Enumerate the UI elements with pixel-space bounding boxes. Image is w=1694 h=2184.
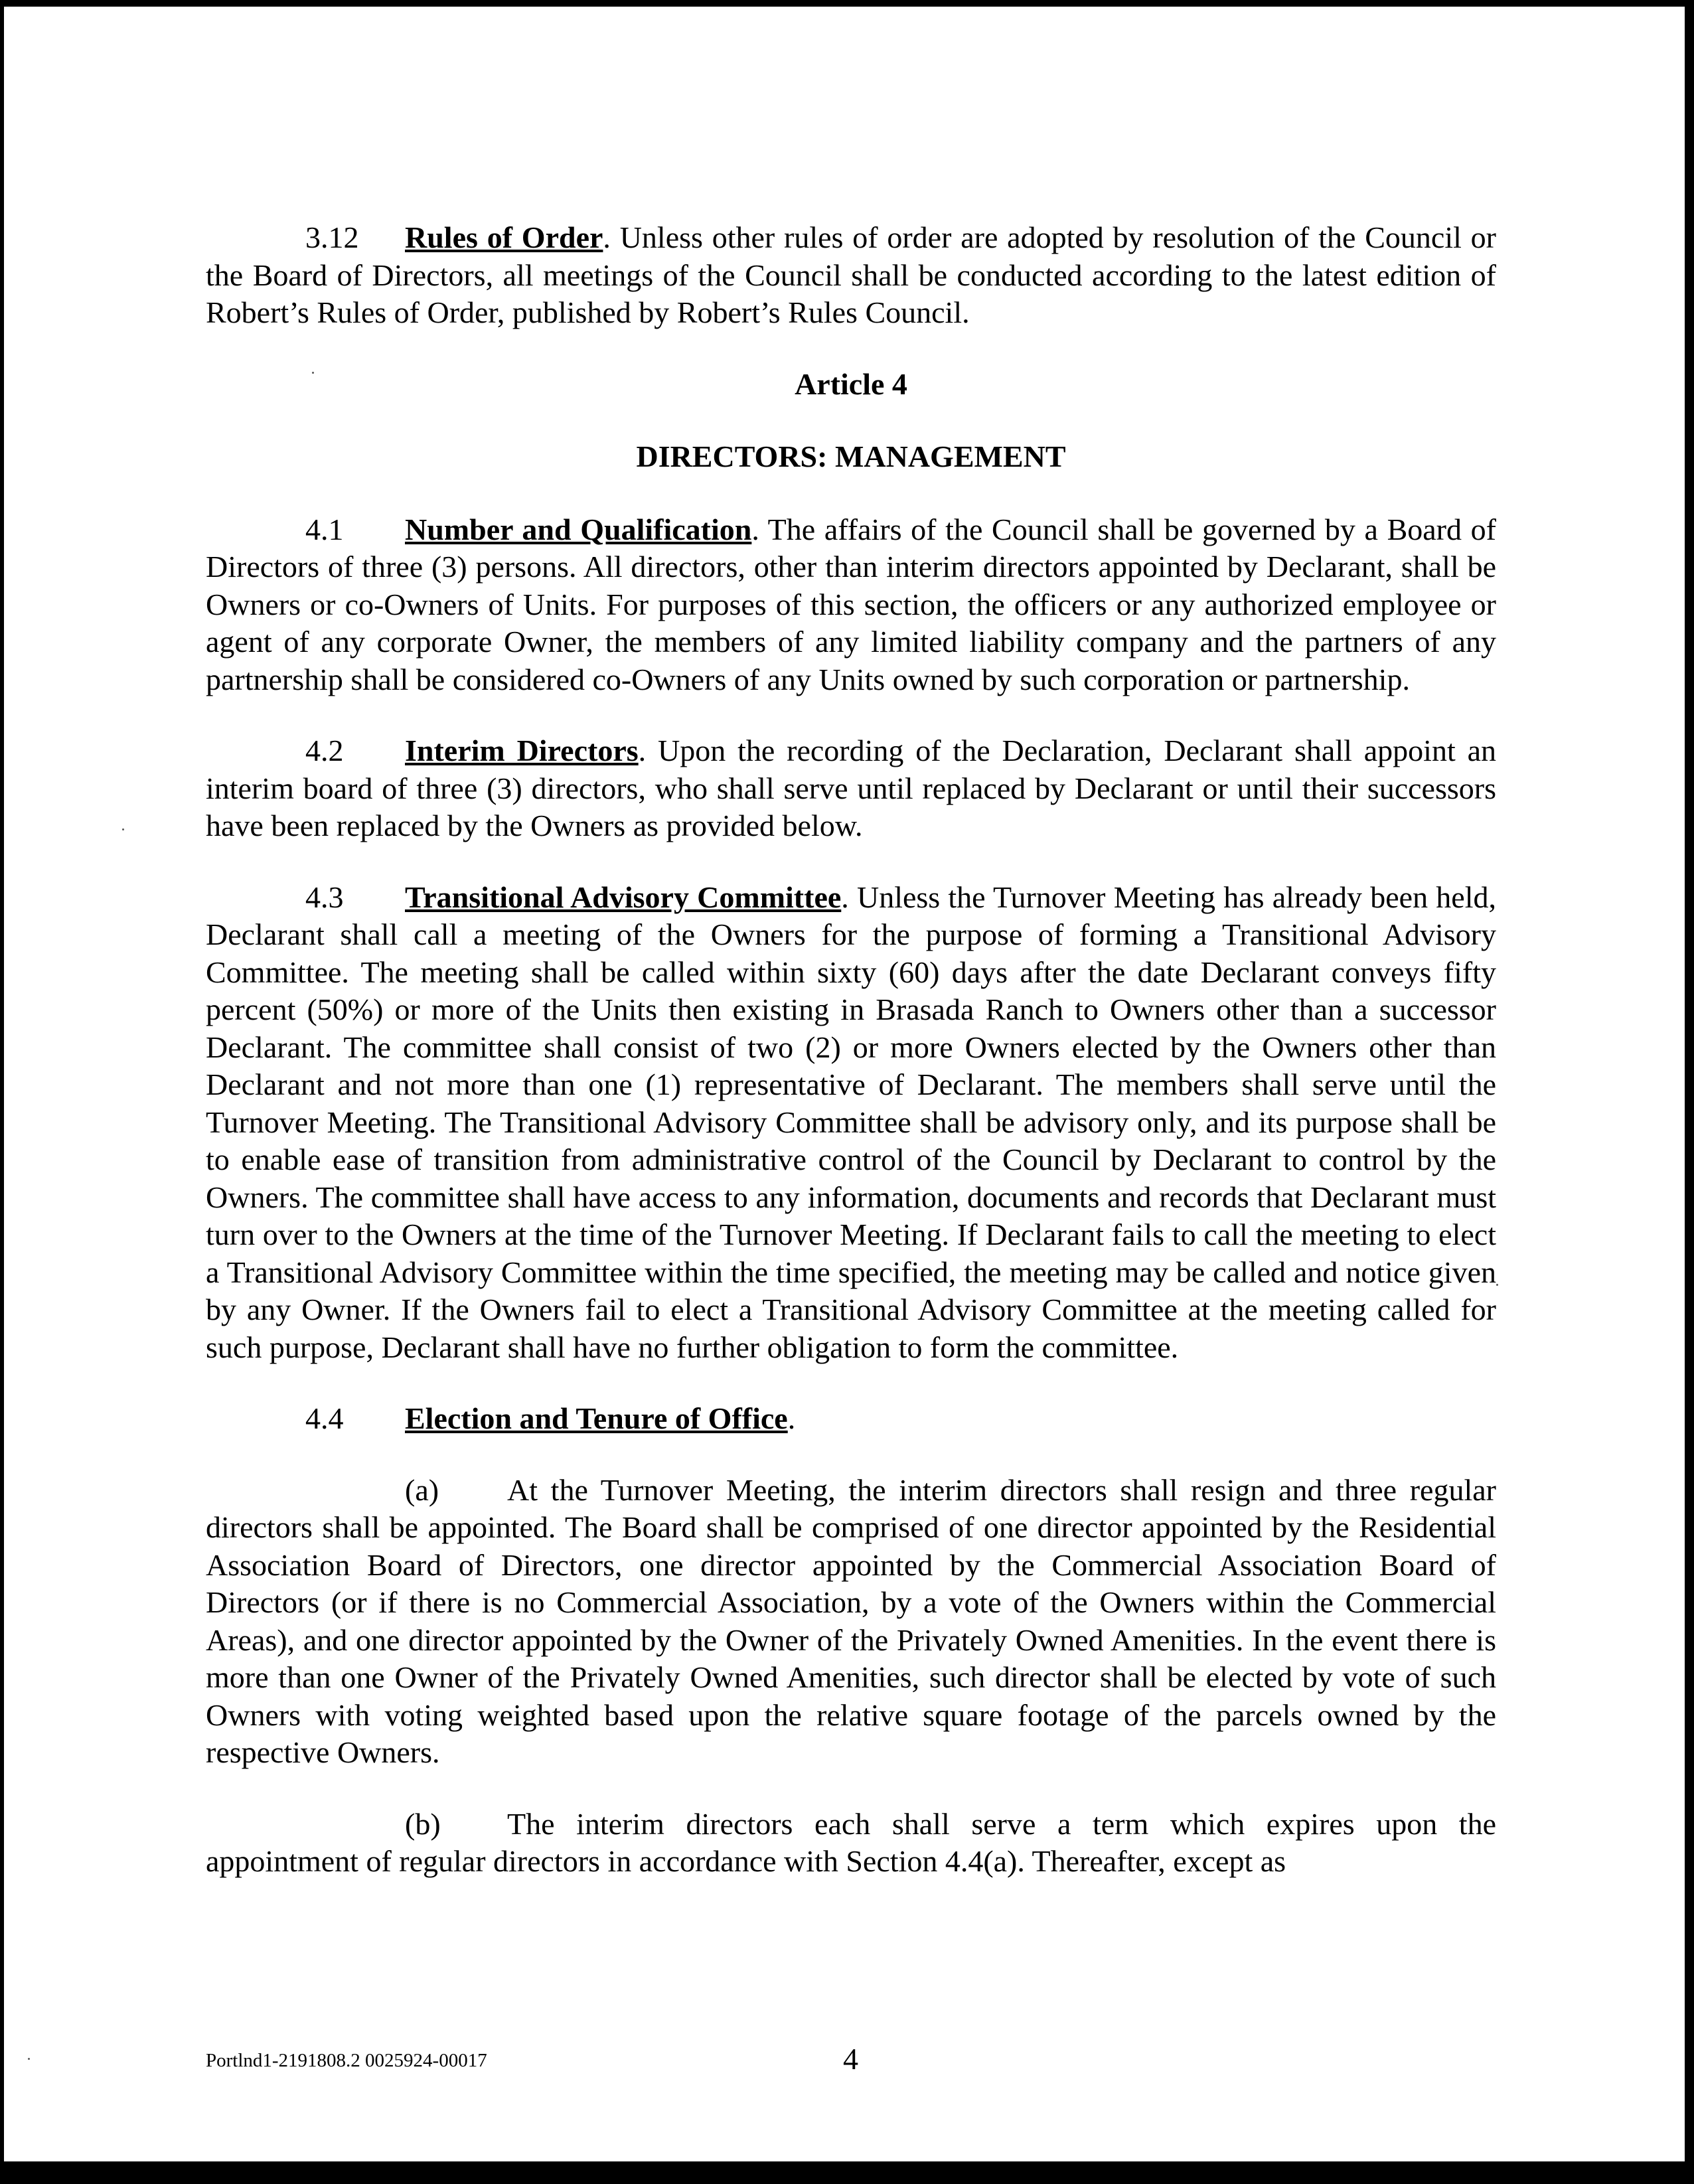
section-text: . Unless the Turnover Meeting has already been held, Declarant shall call a meeting of the Owners for the purpose of forming a Transitional Advisory Committee. The meeting shall be called within sixty (60) days after the date Declarant conveys fifty percent (50%) or more of the Units then existing in Brasada Ranch to Owners other than a successor Declarant. The committee shall consist of two (2) or more Owners elected by the Owners other than Declarant and not more than one (1) representative of Declarant. The members shall serve until the Turnover Meeting. The Transitional Advisory Committee shall be advisory only, and its purpose shall be to enable ease of transition from administrative control of the Council by Declarant to control by the Owners. The committee shall have access to any information, documents and records that Declarant must turn over to the Owners at the time of the Turnover Meeting. If Declarant fails to call the meeting to elect a Transitional Advisory Committee within the time specified, the meeting may be called and notice given by any Owner. If the Owners fail to elect a Transitional Advisory Committee at the meeting called for such purpose, Declarant shall have no further obligation to form the committee. — [206, 880, 1496, 1364]
subsection-label: (a) — [405, 1472, 439, 1507]
section-text: . Unless other rules of order are adopted by resolution of the Council or the Board of Directors, all meetings of the Council shall be conducted according to the latest edition of Robert’s Rules of Order, published by Robert’s Rules Council. — [206, 220, 1496, 329]
section-number: 4.1 — [305, 512, 344, 546]
subsection-text: At the Turnover Meeting, the interim directors shall resign and three regular directors shall be appointed. The Board shall be comprised of one director appointed by the Residential Association Board of Directors, one director appointed by the Commercial Association Board of Directors (or if there is no Commercial Association, by a vote of the Owners within the Commercial Areas), and one director appointed by the Owner of the Privately Owned Amenities. In the event there is more than one Owner of the Privately Owned Amenities, such director shall be elected by vote of such Owners with voting weighted based upon the relative square footage of the parcels owned by the respective Owners. — [206, 1472, 1496, 1769]
section-4-3 — [206, 879, 1496, 1367]
section-3-12 — [206, 219, 1496, 332]
section-number: 4.3 — [305, 880, 344, 914]
article-label: Article 4 — [795, 366, 907, 401]
article-title: DIRECTORS: MANAGEMENT — [636, 439, 1066, 473]
section-4-2 — [206, 732, 1496, 845]
scan-speck — [122, 828, 124, 830]
section-4-4-title — [206, 1400, 1496, 1438]
section-number: 4.4 — [305, 1401, 344, 1435]
section-heading: Interim Directors — [405, 734, 639, 767]
footer-doc-id: Portlnd1-2191808.2 0025924-00017 — [206, 2050, 487, 2071]
section-heading: Election and Tenure of Office — [405, 1401, 788, 1435]
section-4-4-a — [206, 1472, 1496, 1772]
section-heading: Number and Qualification — [405, 512, 752, 546]
section-heading-suffix: . — [787, 1401, 796, 1435]
section-text: . The affairs of the Council shall be governed by a Board of Directors of three (3) persons. All directors, other than interim directors appointed by Declarant, shall be Owners or co-Owners of Units. For purposes of this section, the officers or any authorized employee or agent of any corporate Owner, the members of any limited liability company and the partners of any partnership shall be considered co-Owners of any Units owned by such corporation or partnership. — [206, 512, 1496, 696]
section-4-4-b — [206, 1806, 1496, 1881]
scan-speck — [1496, 1284, 1498, 1286]
document-body — [206, 219, 1496, 1881]
subsection-text: The interim directors each shall serve a term which expires upon the appointment of regular directors in accordance with Section 4.4(a). Thereafter, except as — [206, 1806, 1496, 1878]
section-number: 3.12 — [305, 220, 359, 254]
section-heading: Rules of Order — [405, 220, 603, 254]
scan-speck — [28, 2058, 30, 2060]
section-heading: Transitional Advisory Committee — [405, 880, 842, 914]
subsection-label: (b) — [405, 1806, 441, 1841]
section-4-1 — [206, 511, 1496, 699]
section-number: 4.2 — [305, 734, 344, 767]
footer-page-number: 4 — [843, 2042, 858, 2076]
section-text: . Upon the recording of the Declaration, Declarant shall appoint an interim board of three (3) directors, who shall serve until replaced by Declarant or until their successors have been replaced by the Owners as provided below. — [206, 734, 1496, 842]
